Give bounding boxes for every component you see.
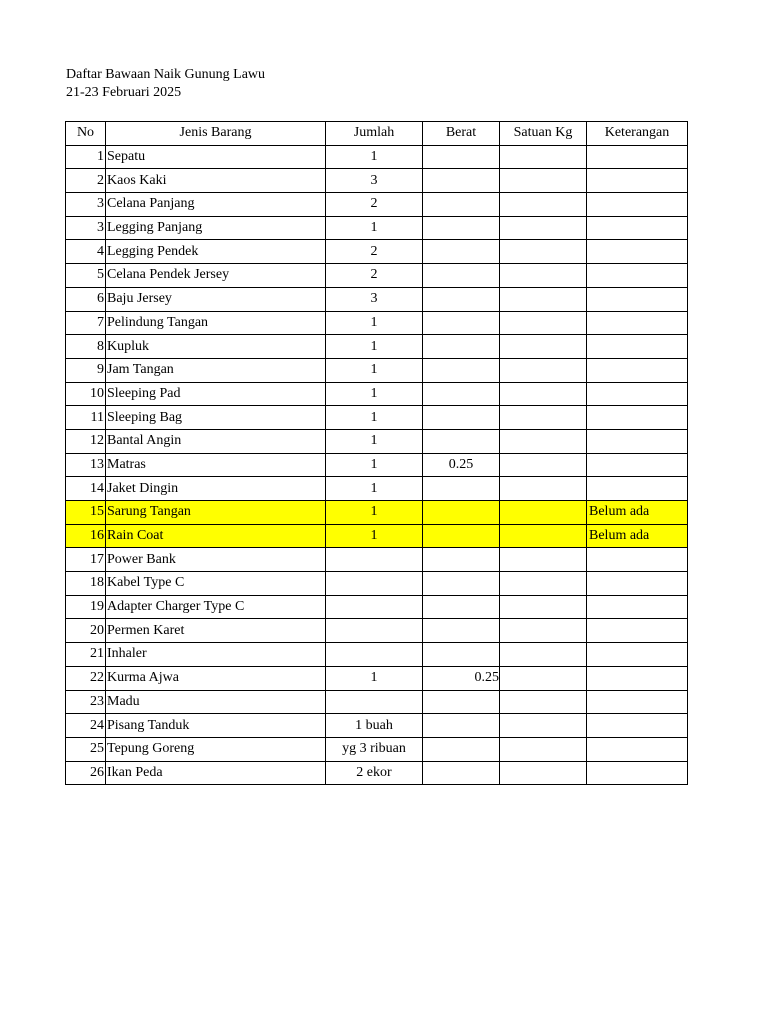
cell-no[interactable]: 14 bbox=[66, 477, 106, 501]
cell-unit[interactable] bbox=[500, 524, 587, 548]
cell-unit[interactable] bbox=[500, 572, 587, 596]
cell-weight[interactable] bbox=[423, 524, 500, 548]
cell-unit[interactable] bbox=[500, 595, 587, 619]
cell-qty[interactable]: 1 bbox=[326, 666, 423, 690]
cell-qty[interactable]: 1 bbox=[326, 406, 423, 430]
cell-note[interactable] bbox=[587, 193, 688, 217]
cell-qty[interactable]: 1 bbox=[326, 358, 423, 382]
cell-item[interactable]: Rain Coat bbox=[106, 524, 326, 548]
cell-weight[interactable] bbox=[423, 287, 500, 311]
cell-item[interactable]: Sarung Tangan bbox=[106, 501, 326, 525]
cell-unit[interactable] bbox=[500, 216, 587, 240]
table-row bbox=[66, 406, 688, 430]
table-body bbox=[66, 145, 688, 785]
cell-weight[interactable] bbox=[423, 216, 500, 240]
table-row bbox=[66, 287, 688, 311]
cell-qty[interactable]: 2 bbox=[326, 264, 423, 288]
cell-item[interactable]: Sleeping Bag bbox=[106, 406, 326, 430]
cell-weight[interactable] bbox=[423, 501, 500, 525]
cell-no[interactable]: 26 bbox=[66, 761, 106, 785]
table-row bbox=[66, 358, 688, 382]
cell-weight[interactable] bbox=[423, 311, 500, 335]
cell-item[interactable]: Madu bbox=[106, 690, 326, 714]
cell-weight[interactable] bbox=[423, 406, 500, 430]
cell-qty[interactable]: 1 bbox=[326, 216, 423, 240]
cell-item[interactable]: Matras bbox=[106, 453, 326, 477]
cell-qty[interactable] bbox=[326, 572, 423, 596]
cell-weight[interactable] bbox=[423, 477, 500, 501]
cell-qty[interactable]: 1 bbox=[326, 429, 423, 453]
cell-weight[interactable]: 0.25 bbox=[423, 666, 500, 690]
cell-unit[interactable] bbox=[500, 358, 587, 382]
cell-no[interactable]: 19 bbox=[66, 595, 106, 619]
cell-note[interactable] bbox=[587, 737, 688, 761]
table-row bbox=[66, 619, 688, 643]
header-item[interactable]: Jenis Barang bbox=[106, 122, 326, 146]
header-no[interactable]: No bbox=[66, 122, 106, 146]
cell-qty[interactable]: 2 ekor bbox=[326, 761, 423, 785]
cell-note[interactable] bbox=[587, 358, 688, 382]
cell-unit[interactable] bbox=[500, 169, 587, 193]
cell-qty[interactable] bbox=[326, 548, 423, 572]
cell-weight[interactable] bbox=[423, 690, 500, 714]
cell-no[interactable]: 6 bbox=[66, 287, 106, 311]
table-row bbox=[66, 264, 688, 288]
table-row bbox=[66, 666, 688, 690]
cell-no[interactable]: 8 bbox=[66, 335, 106, 359]
cell-no[interactable]: 12 bbox=[66, 429, 106, 453]
cell-weight[interactable] bbox=[423, 643, 500, 667]
cell-qty[interactable]: 1 bbox=[326, 145, 423, 169]
cell-item[interactable]: Kurma Ajwa bbox=[106, 666, 326, 690]
cell-note[interactable] bbox=[587, 311, 688, 335]
cell-no[interactable]: 16 bbox=[66, 524, 106, 548]
table-row-highlighted bbox=[66, 524, 688, 548]
cell-note[interactable] bbox=[587, 643, 688, 667]
table-row bbox=[66, 335, 688, 359]
cell-note[interactable] bbox=[587, 453, 688, 477]
cell-no[interactable]: 3 bbox=[66, 193, 106, 217]
cell-weight[interactable] bbox=[423, 358, 500, 382]
packing-list-table bbox=[65, 121, 688, 785]
cell-unit[interactable] bbox=[500, 145, 587, 169]
cell-unit[interactable] bbox=[500, 690, 587, 714]
cell-weight[interactable]: 0.25 bbox=[423, 453, 500, 477]
table-row bbox=[66, 548, 688, 572]
cell-unit[interactable] bbox=[500, 737, 587, 761]
cell-note[interactable] bbox=[587, 240, 688, 264]
cell-weight[interactable] bbox=[423, 240, 500, 264]
cell-qty[interactable] bbox=[326, 619, 423, 643]
cell-unit[interactable] bbox=[500, 453, 587, 477]
cell-item[interactable]: Celana Pendek Jersey bbox=[106, 264, 326, 288]
header-note[interactable]: Keterangan bbox=[587, 122, 688, 146]
cell-unit[interactable] bbox=[500, 714, 587, 738]
cell-weight[interactable] bbox=[423, 548, 500, 572]
cell-unit[interactable] bbox=[500, 548, 587, 572]
cell-note[interactable] bbox=[587, 666, 688, 690]
cell-weight[interactable] bbox=[423, 145, 500, 169]
cell-qty[interactable] bbox=[326, 690, 423, 714]
table-row bbox=[66, 311, 688, 335]
table-row bbox=[66, 169, 688, 193]
cell-qty[interactable] bbox=[326, 595, 423, 619]
cell-qty[interactable]: 1 bbox=[326, 501, 423, 525]
cell-item[interactable]: Tepung Goreng bbox=[106, 737, 326, 761]
cell-no[interactable]: 20 bbox=[66, 619, 106, 643]
cell-qty[interactable]: 3 bbox=[326, 287, 423, 311]
cell-no[interactable]: 10 bbox=[66, 382, 106, 406]
cell-note[interactable] bbox=[587, 287, 688, 311]
header-weight[interactable]: Berat bbox=[423, 122, 500, 146]
cell-weight[interactable] bbox=[423, 595, 500, 619]
cell-weight[interactable] bbox=[423, 714, 500, 738]
table-row bbox=[66, 714, 688, 738]
cell-item[interactable]: Legging Pendek bbox=[106, 240, 326, 264]
cell-no[interactable]: 21 bbox=[66, 643, 106, 667]
cell-note[interactable] bbox=[587, 595, 688, 619]
cell-qty[interactable]: 2 bbox=[326, 240, 423, 264]
document-date: 21-23 Februari 2025 bbox=[66, 85, 182, 100]
table-row bbox=[66, 240, 688, 264]
cell-note[interactable] bbox=[587, 145, 688, 169]
table-header-row bbox=[66, 122, 688, 146]
table-row bbox=[66, 429, 688, 453]
cell-item[interactable]: Sleeping Pad bbox=[106, 382, 326, 406]
cell-unit[interactable] bbox=[500, 335, 587, 359]
cell-note[interactable] bbox=[587, 429, 688, 453]
header-qty[interactable]: Jumlah bbox=[326, 122, 423, 146]
cell-weight[interactable] bbox=[423, 572, 500, 596]
cell-qty[interactable]: 1 bbox=[326, 453, 423, 477]
cell-weight[interactable] bbox=[423, 382, 500, 406]
cell-item[interactable]: Jaket Dingin bbox=[106, 477, 326, 501]
table-row bbox=[66, 477, 688, 501]
cell-item[interactable]: Pisang Tanduk bbox=[106, 714, 326, 738]
cell-item[interactable]: Ikan Peda bbox=[106, 761, 326, 785]
cell-item[interactable]: Kabel Type C bbox=[106, 572, 326, 596]
table-row bbox=[66, 382, 688, 406]
cell-no[interactable]: 17 bbox=[66, 548, 106, 572]
table-row bbox=[66, 453, 688, 477]
cell-no[interactable]: 13 bbox=[66, 453, 106, 477]
cell-no[interactable]: 24 bbox=[66, 714, 106, 738]
cell-item[interactable]: Kaos Kaki bbox=[106, 169, 326, 193]
cell-qty[interactable]: 1 bbox=[326, 477, 423, 501]
cell-no[interactable]: 22 bbox=[66, 666, 106, 690]
cell-weight[interactable] bbox=[423, 619, 500, 643]
cell-item[interactable]: Kupluk bbox=[106, 335, 326, 359]
cell-qty[interactable]: yg 3 ribuan bbox=[326, 737, 423, 761]
cell-no[interactable]: 2 bbox=[66, 169, 106, 193]
cell-note[interactable] bbox=[587, 619, 688, 643]
cell-note[interactable] bbox=[587, 477, 688, 501]
table-row bbox=[66, 595, 688, 619]
cell-unit[interactable] bbox=[500, 761, 587, 785]
table-row bbox=[66, 572, 688, 596]
cell-item[interactable]: Inhaler bbox=[106, 643, 326, 667]
cell-note[interactable] bbox=[587, 335, 688, 359]
cell-note[interactable] bbox=[587, 761, 688, 785]
cell-qty[interactable]: 1 bbox=[326, 335, 423, 359]
cell-weight[interactable] bbox=[423, 429, 500, 453]
cell-no[interactable]: 23 bbox=[66, 690, 106, 714]
cell-no[interactable]: 5 bbox=[66, 264, 106, 288]
cell-unit[interactable] bbox=[500, 501, 587, 525]
cell-item[interactable]: Adapter Charger Type C bbox=[106, 595, 326, 619]
cell-note[interactable] bbox=[587, 406, 688, 430]
cell-item[interactable]: Power Bank bbox=[106, 548, 326, 572]
cell-qty[interactable] bbox=[326, 643, 423, 667]
cell-no[interactable]: 4 bbox=[66, 240, 106, 264]
cell-weight[interactable] bbox=[423, 737, 500, 761]
document-title: Daftar Bawaan Naik Gunung Lawu bbox=[66, 67, 266, 82]
cell-note[interactable] bbox=[587, 572, 688, 596]
cell-item[interactable]: Legging Panjang bbox=[106, 216, 326, 240]
cell-no[interactable]: 3 bbox=[66, 216, 106, 240]
table-row bbox=[66, 193, 688, 217]
cell-weight[interactable] bbox=[423, 264, 500, 288]
table-row bbox=[66, 643, 688, 667]
cell-item[interactable]: Baju Jersey bbox=[106, 287, 326, 311]
cell-item[interactable]: Pelindung Tangan bbox=[106, 311, 326, 335]
table-row-highlighted bbox=[66, 501, 688, 525]
cell-unit[interactable] bbox=[500, 382, 587, 406]
cell-weight[interactable] bbox=[423, 193, 500, 217]
cell-no[interactable]: 18 bbox=[66, 572, 106, 596]
cell-unit[interactable] bbox=[500, 406, 587, 430]
cell-no[interactable]: 11 bbox=[66, 406, 106, 430]
cell-note[interactable] bbox=[587, 264, 688, 288]
cell-unit[interactable] bbox=[500, 429, 587, 453]
cell-qty[interactable]: 2 bbox=[326, 193, 423, 217]
cell-no[interactable]: 25 bbox=[66, 737, 106, 761]
cell-qty[interactable]: 1 bbox=[326, 382, 423, 406]
cell-note[interactable]: Belum ada bbox=[587, 524, 688, 548]
cell-note[interactable] bbox=[587, 714, 688, 738]
table-row bbox=[66, 761, 688, 785]
header-unit[interactable]: Satuan Kg bbox=[500, 122, 587, 146]
cell-unit[interactable] bbox=[500, 643, 587, 667]
cell-note[interactable] bbox=[587, 382, 688, 406]
cell-unit[interactable] bbox=[500, 311, 587, 335]
table-row bbox=[66, 145, 688, 169]
cell-no[interactable]: 7 bbox=[66, 311, 106, 335]
table-row bbox=[66, 216, 688, 240]
cell-qty[interactable]: 1 bbox=[326, 311, 423, 335]
cell-no[interactable]: 15 bbox=[66, 501, 106, 525]
cell-item[interactable]: Bantal Angin bbox=[106, 429, 326, 453]
cell-unit[interactable] bbox=[500, 193, 587, 217]
cell-qty[interactable]: 3 bbox=[326, 169, 423, 193]
cell-item[interactable]: Permen Karet bbox=[106, 619, 326, 643]
cell-weight[interactable] bbox=[423, 335, 500, 359]
cell-qty[interactable]: 1 bbox=[326, 524, 423, 548]
cell-weight[interactable] bbox=[423, 169, 500, 193]
table-row bbox=[66, 690, 688, 714]
cell-item[interactable]: Celana Panjang bbox=[106, 193, 326, 217]
cell-note[interactable] bbox=[587, 690, 688, 714]
cell-weight[interactable] bbox=[423, 761, 500, 785]
cell-unit[interactable] bbox=[500, 477, 587, 501]
cell-note[interactable] bbox=[587, 216, 688, 240]
cell-no[interactable]: 9 bbox=[66, 358, 106, 382]
cell-unit[interactable] bbox=[500, 666, 587, 690]
table-row bbox=[66, 737, 688, 761]
cell-unit[interactable] bbox=[500, 240, 587, 264]
cell-no[interactable]: 1 bbox=[66, 145, 106, 169]
cell-note[interactable] bbox=[587, 548, 688, 572]
cell-unit[interactable] bbox=[500, 264, 587, 288]
cell-item[interactable]: Jam Tangan bbox=[106, 358, 326, 382]
cell-note[interactable] bbox=[587, 169, 688, 193]
cell-qty[interactable]: 1 buah bbox=[326, 714, 423, 738]
cell-unit[interactable] bbox=[500, 287, 587, 311]
cell-note[interactable]: Belum ada bbox=[587, 501, 688, 525]
cell-unit[interactable] bbox=[500, 619, 587, 643]
cell-item[interactable]: Sepatu bbox=[106, 145, 326, 169]
